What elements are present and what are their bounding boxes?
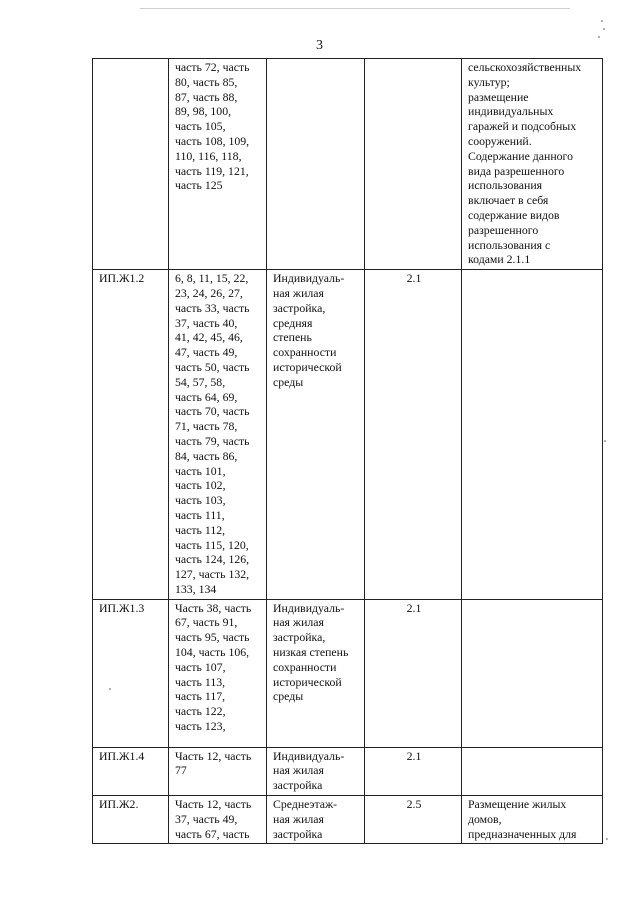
description-cell: Размещение жилых домов, предназначенных для — [462, 796, 603, 844]
description-cell — [462, 599, 603, 747]
description-cell — [462, 270, 603, 600]
table-row — [93, 747, 603, 795]
parts-cell: Часть 12, часть 77 — [169, 747, 267, 795]
description-cell: сельскохозяйственных культур; размещение индивидуальных гаражей и подсобных сооружений. Содержание данного вида разрешенного использования включает в себя содержание видов разрешенного использования с кодами 2.1.1 — [462, 59, 603, 270]
zone-code-cell: ИП.Ж2. — [93, 796, 169, 844]
scan-speck — [109, 688, 111, 690]
zone-name-cell — [267, 59, 365, 270]
zone-name-cell: Индивидуаль- ная жилая застройка — [267, 747, 365, 795]
table-row — [93, 270, 603, 600]
scan-speck — [604, 440, 606, 442]
scan-speck — [603, 28, 605, 30]
scan-speck — [598, 36, 600, 38]
vri-code-cell: 2.5 — [365, 796, 462, 844]
vri-code-cell: 2.1 — [365, 270, 462, 600]
vri-code-cell: 2.1 — [365, 747, 462, 795]
scan-speck — [606, 838, 608, 840]
page-number: 3 — [316, 38, 323, 53]
vri-code-cell — [365, 59, 462, 270]
zone-code-cell — [93, 59, 169, 270]
vri-code-cell: 2.1 — [365, 599, 462, 747]
parts-cell: часть 72, часть 80, часть 85, 87, часть 88, 89, 98, 100, часть 105, часть 108, 109, 110, 116, 118, часть 119, 121, часть 125 — [169, 59, 267, 270]
parts-cell: Часть 12, часть 37, часть 49, часть 67, часть — [169, 796, 267, 844]
scan-top-edge — [140, 8, 570, 9]
zone-name-cell: Индивидуаль- ная жилая застройка, средняя степень сохранности исторической среды — [267, 270, 365, 600]
parts-cell: 6, 8, 11, 15, 22, 23, 24, 26, 27, часть 33, часть 37, часть 40, 41, 42, 45, 46, 47, часть 49, часть 50, часть 54, 57, 58, часть 64, 69, часть 70, часть 71, часть 78, часть 79, часть 84, часть 86, часть 101, часть 102, часть 103, часть 111, часть 112, часть 115, 120, часть 124, 126, 127, часть 132, 133, 134 — [169, 270, 267, 600]
description-cell — [462, 747, 603, 795]
scan-speck — [601, 20, 603, 22]
zone-name-cell: Индивидуаль- ная жилая застройка, низкая степень сохранности исторической среды — [267, 599, 365, 747]
parts-cell: Часть 38, часть 67, часть 91, часть 95, часть 104, часть 106, часть 107, часть 113, часть 117, часть 122, часть 123, — [169, 599, 267, 747]
table-row — [93, 599, 603, 747]
zone-name-cell: Среднеэтаж- ная жилая застройка — [267, 796, 365, 844]
zone-code-cell: ИП.Ж1.3 — [93, 599, 169, 747]
zone-code-cell: ИП.Ж1.4 — [93, 747, 169, 795]
table-row — [93, 796, 603, 844]
zones-table — [92, 58, 603, 844]
table-row — [93, 59, 603, 270]
zone-code-cell: ИП.Ж1.2 — [93, 270, 169, 600]
